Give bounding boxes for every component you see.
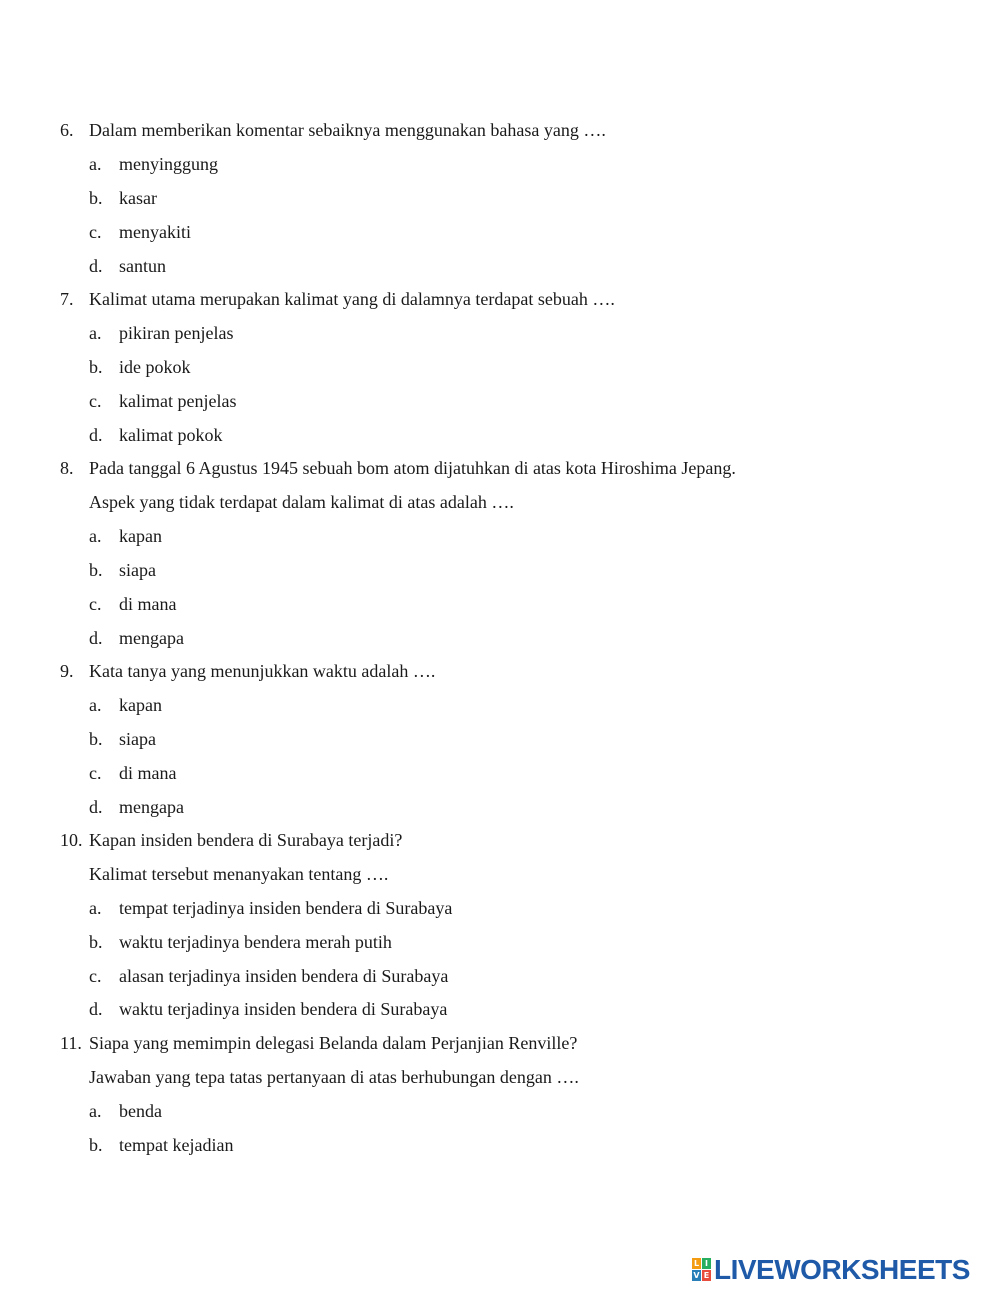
logo-tile: V — [693, 1271, 700, 1280]
logo-tile: E — [703, 1271, 710, 1280]
question-number: 9. — [60, 661, 74, 681]
option-letter: d. — [89, 256, 103, 276]
option-text: di mana — [119, 763, 177, 783]
question-text: Siapa yang memimpin delegasi Belanda dalam Perjanjian Renville? — [89, 1033, 578, 1053]
option-letter: a. — [89, 898, 102, 918]
option-letter: c. — [89, 391, 102, 411]
option-text: waktu terjadinya insiden bendera di Surabaya — [119, 999, 448, 1019]
question-text: Kapan insiden bendera di Surabaya terjadi? — [89, 830, 403, 850]
option-text: kasar — [119, 188, 157, 208]
question-text: Aspek yang tidak terdapat dalam kalimat di atas adalah …. — [89, 492, 514, 512]
question-text: Kalimat utama merupakan kalimat yang di dalamnya terdapat sebuah …. — [89, 289, 615, 309]
option-text: pikiran penjelas — [119, 323, 234, 343]
option-letter: d. — [89, 797, 103, 817]
question-number: 8. — [60, 458, 74, 478]
option-letter: a. — [89, 1101, 102, 1121]
option-text: mengapa — [119, 797, 184, 817]
option-letter: d. — [89, 999, 103, 1019]
option-letter: b. — [89, 188, 103, 208]
brand-name: LIVEWORKSHEETS — [714, 1254, 970, 1285]
logo-tile: L — [693, 1259, 700, 1268]
option-letter: b. — [89, 357, 103, 377]
question-text: Dalam memberikan komentar sebaiknya menggunakan bahasa yang …. — [89, 120, 606, 140]
option-letter: a. — [89, 323, 102, 343]
question-number: 11. — [60, 1033, 82, 1053]
option-letter: b. — [89, 560, 103, 580]
option-letter: c. — [89, 763, 102, 783]
option-text: benda — [119, 1101, 162, 1121]
option-text: kapan — [119, 526, 162, 546]
option-text: ide pokok — [119, 357, 191, 377]
option-letter: b. — [89, 1135, 103, 1155]
question-text: Kata tanya yang menunjukkan waktu adalah …. — [89, 661, 436, 681]
option-letter: d. — [89, 425, 103, 445]
option-text: menyakiti — [119, 222, 191, 242]
option-letter: a. — [89, 154, 102, 174]
question-text: Pada tanggal 6 Agustus 1945 sebuah bom atom dijatuhkan di atas kota Hiroshima Jepang. — [89, 458, 736, 478]
option-text: tempat kejadian — [119, 1135, 234, 1155]
option-letter: a. — [89, 695, 102, 715]
option-text: tempat terjadinya insiden bendera di Surabaya — [119, 898, 453, 918]
logo-tile: I — [702, 1258, 711, 1269]
option-letter: c. — [89, 222, 102, 242]
option-text: siapa — [119, 729, 156, 749]
option-letter: b. — [89, 932, 103, 952]
liveworksheets-logo — [692, 1255, 992, 1285]
option-text: santun — [119, 256, 166, 276]
option-letter: b. — [89, 729, 103, 749]
question-text: Kalimat tersebut menanyakan tentang …. — [89, 864, 389, 884]
option-text: siapa — [119, 560, 156, 580]
option-text: di mana — [119, 594, 177, 614]
question-number: 6. — [60, 120, 74, 140]
option-text: kalimat pokok — [119, 425, 223, 445]
option-text: menyinggung — [119, 154, 218, 174]
option-letter: c. — [89, 966, 102, 986]
logo-tiles-icon — [692, 1258, 712, 1282]
option-text: kalimat penjelas — [119, 391, 237, 411]
option-text: kapan — [119, 695, 162, 715]
option-letter: c. — [89, 594, 102, 614]
question-number: 10. — [60, 830, 83, 850]
option-letter: d. — [89, 628, 103, 648]
option-letter: a. — [89, 526, 102, 546]
question-number: 7. — [60, 289, 74, 309]
option-text: waktu terjadinya bendera merah putih — [119, 932, 392, 952]
option-text: mengapa — [119, 628, 184, 648]
option-text: alasan terjadinya insiden bendera di Surabaya — [119, 966, 449, 986]
question-text: Jawaban yang tepa tatas pertanyaan di atas berhubungan dengan …. — [89, 1067, 579, 1087]
